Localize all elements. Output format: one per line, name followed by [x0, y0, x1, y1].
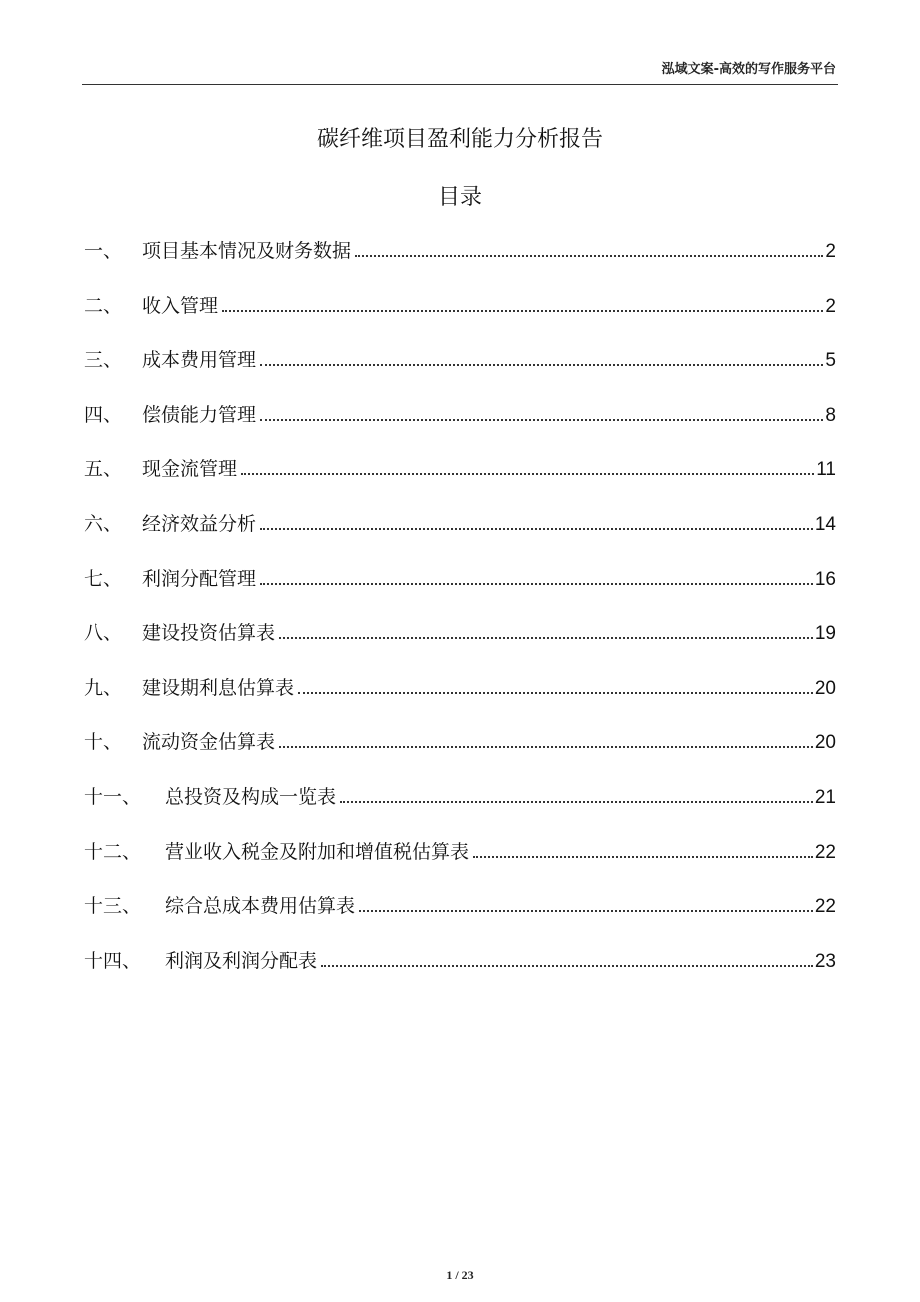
- toc-entry-number: 九、: [84, 676, 123, 699]
- toc-entry-number: 二、: [84, 294, 123, 317]
- toc-entry[interactable]: [84, 618, 836, 673]
- toc-leader-dots: [260, 583, 813, 585]
- toc-entry-label: 收入管理: [142, 294, 219, 317]
- toc-entry-number: 十二、: [84, 840, 142, 863]
- toc-entry-number: 五、: [84, 458, 123, 481]
- toc-entry-page: 5: [825, 350, 836, 372]
- toc-entry-label: 流动资金估算表: [142, 731, 276, 754]
- toc-entry[interactable]: [84, 454, 836, 509]
- toc-entry-number: 六、: [84, 512, 123, 535]
- toc-entry[interactable]: [84, 891, 836, 946]
- toc-entry-number: 七、: [84, 567, 123, 590]
- toc-entry[interactable]: [84, 727, 836, 782]
- toc-entry-page: 22: [814, 896, 836, 918]
- toc-leader-dots: [355, 255, 823, 257]
- toc-entry[interactable]: [84, 400, 836, 455]
- toc-leader-dots: [241, 473, 814, 475]
- toc-entry[interactable]: [84, 946, 836, 1001]
- toc-entry-page: 21: [814, 786, 836, 808]
- toc-entry-number: 八、: [84, 622, 123, 645]
- toc-entry[interactable]: [84, 673, 836, 728]
- toc-entry-label: 总投资及构成一览表: [165, 785, 337, 808]
- page-header-text: 泓域文案-高效的写作服务平台: [661, 62, 836, 77]
- toc-entry-page: 2: [825, 295, 836, 317]
- toc-entry-number: 一、: [84, 240, 123, 262]
- page-header-rule: [82, 84, 838, 85]
- toc-leader-dots: [298, 692, 813, 694]
- page-footer-page-indicator: 1 / 23: [446, 1268, 474, 1282]
- toc-leader-dots: [340, 801, 813, 803]
- toc-entry-number: 十一、: [84, 785, 142, 808]
- toc-entry[interactable]: [84, 345, 836, 400]
- toc-entry-number: 十、: [84, 731, 123, 754]
- toc-entry-page: 20: [814, 732, 836, 754]
- toc-entry-page: 11: [816, 459, 836, 481]
- toc-entry-label: 经济效益分析: [142, 512, 257, 535]
- toc-entry-page: 16: [814, 568, 836, 590]
- toc-entry-page: 8: [825, 404, 836, 426]
- toc-entry-label: 现金流管理: [142, 458, 238, 481]
- toc-entry-label: 利润及利润分配表: [165, 949, 318, 972]
- toc-entry-page: 19: [814, 623, 836, 645]
- toc-leader-dots: [473, 856, 813, 858]
- toc-leader-dots: [279, 746, 813, 748]
- table-of-contents: [84, 236, 836, 1000]
- toc-entry-label: 项目基本情况及财务数据: [142, 240, 352, 262]
- toc-entry[interactable]: [84, 509, 836, 564]
- toc-leader-dots: [321, 965, 813, 967]
- toc-entry[interactable]: [84, 236, 836, 291]
- toc-entry-label: 建设投资估算表: [142, 622, 276, 645]
- toc-entry-page: 23: [814, 950, 836, 972]
- toc-entry[interactable]: [84, 564, 836, 619]
- toc-entry-page: 14: [814, 513, 836, 535]
- toc-leader-dots: [260, 528, 813, 530]
- toc-leader-dots: [359, 910, 813, 912]
- toc-entry-label: 建设期利息估算表: [142, 676, 295, 699]
- toc-leader-dots: [279, 637, 813, 639]
- toc-entry-label: 成本费用管理: [142, 349, 257, 372]
- toc-entry-number: 四、: [84, 403, 123, 426]
- toc-entry[interactable]: [84, 291, 836, 346]
- toc-leader-dots: [222, 310, 823, 312]
- toc-entry-page: 20: [814, 677, 836, 699]
- toc-entry-page: 22: [814, 841, 836, 863]
- document-title: 碳纤维项目盈利能力分析报告: [316, 127, 603, 152]
- toc-entry-page: 2: [825, 241, 836, 262]
- toc-entry-label: 综合总成本费用估算表: [165, 895, 356, 918]
- toc-entry-label: 利润分配管理: [142, 567, 257, 590]
- toc-leader-dots: [260, 419, 823, 421]
- toc-entry-label: 偿债能力管理: [142, 403, 257, 426]
- toc-entry[interactable]: [84, 837, 836, 892]
- toc-entry[interactable]: [84, 782, 836, 837]
- toc-heading: 目录: [437, 185, 482, 210]
- toc-entry-number: 三、: [84, 349, 123, 372]
- toc-entry-number: 十四、: [84, 949, 142, 972]
- toc-entry-label: 营业收入税金及附加和增值税估算表: [165, 840, 470, 863]
- toc-leader-dots: [260, 364, 823, 366]
- toc-entry-number: 十三、: [84, 895, 142, 918]
